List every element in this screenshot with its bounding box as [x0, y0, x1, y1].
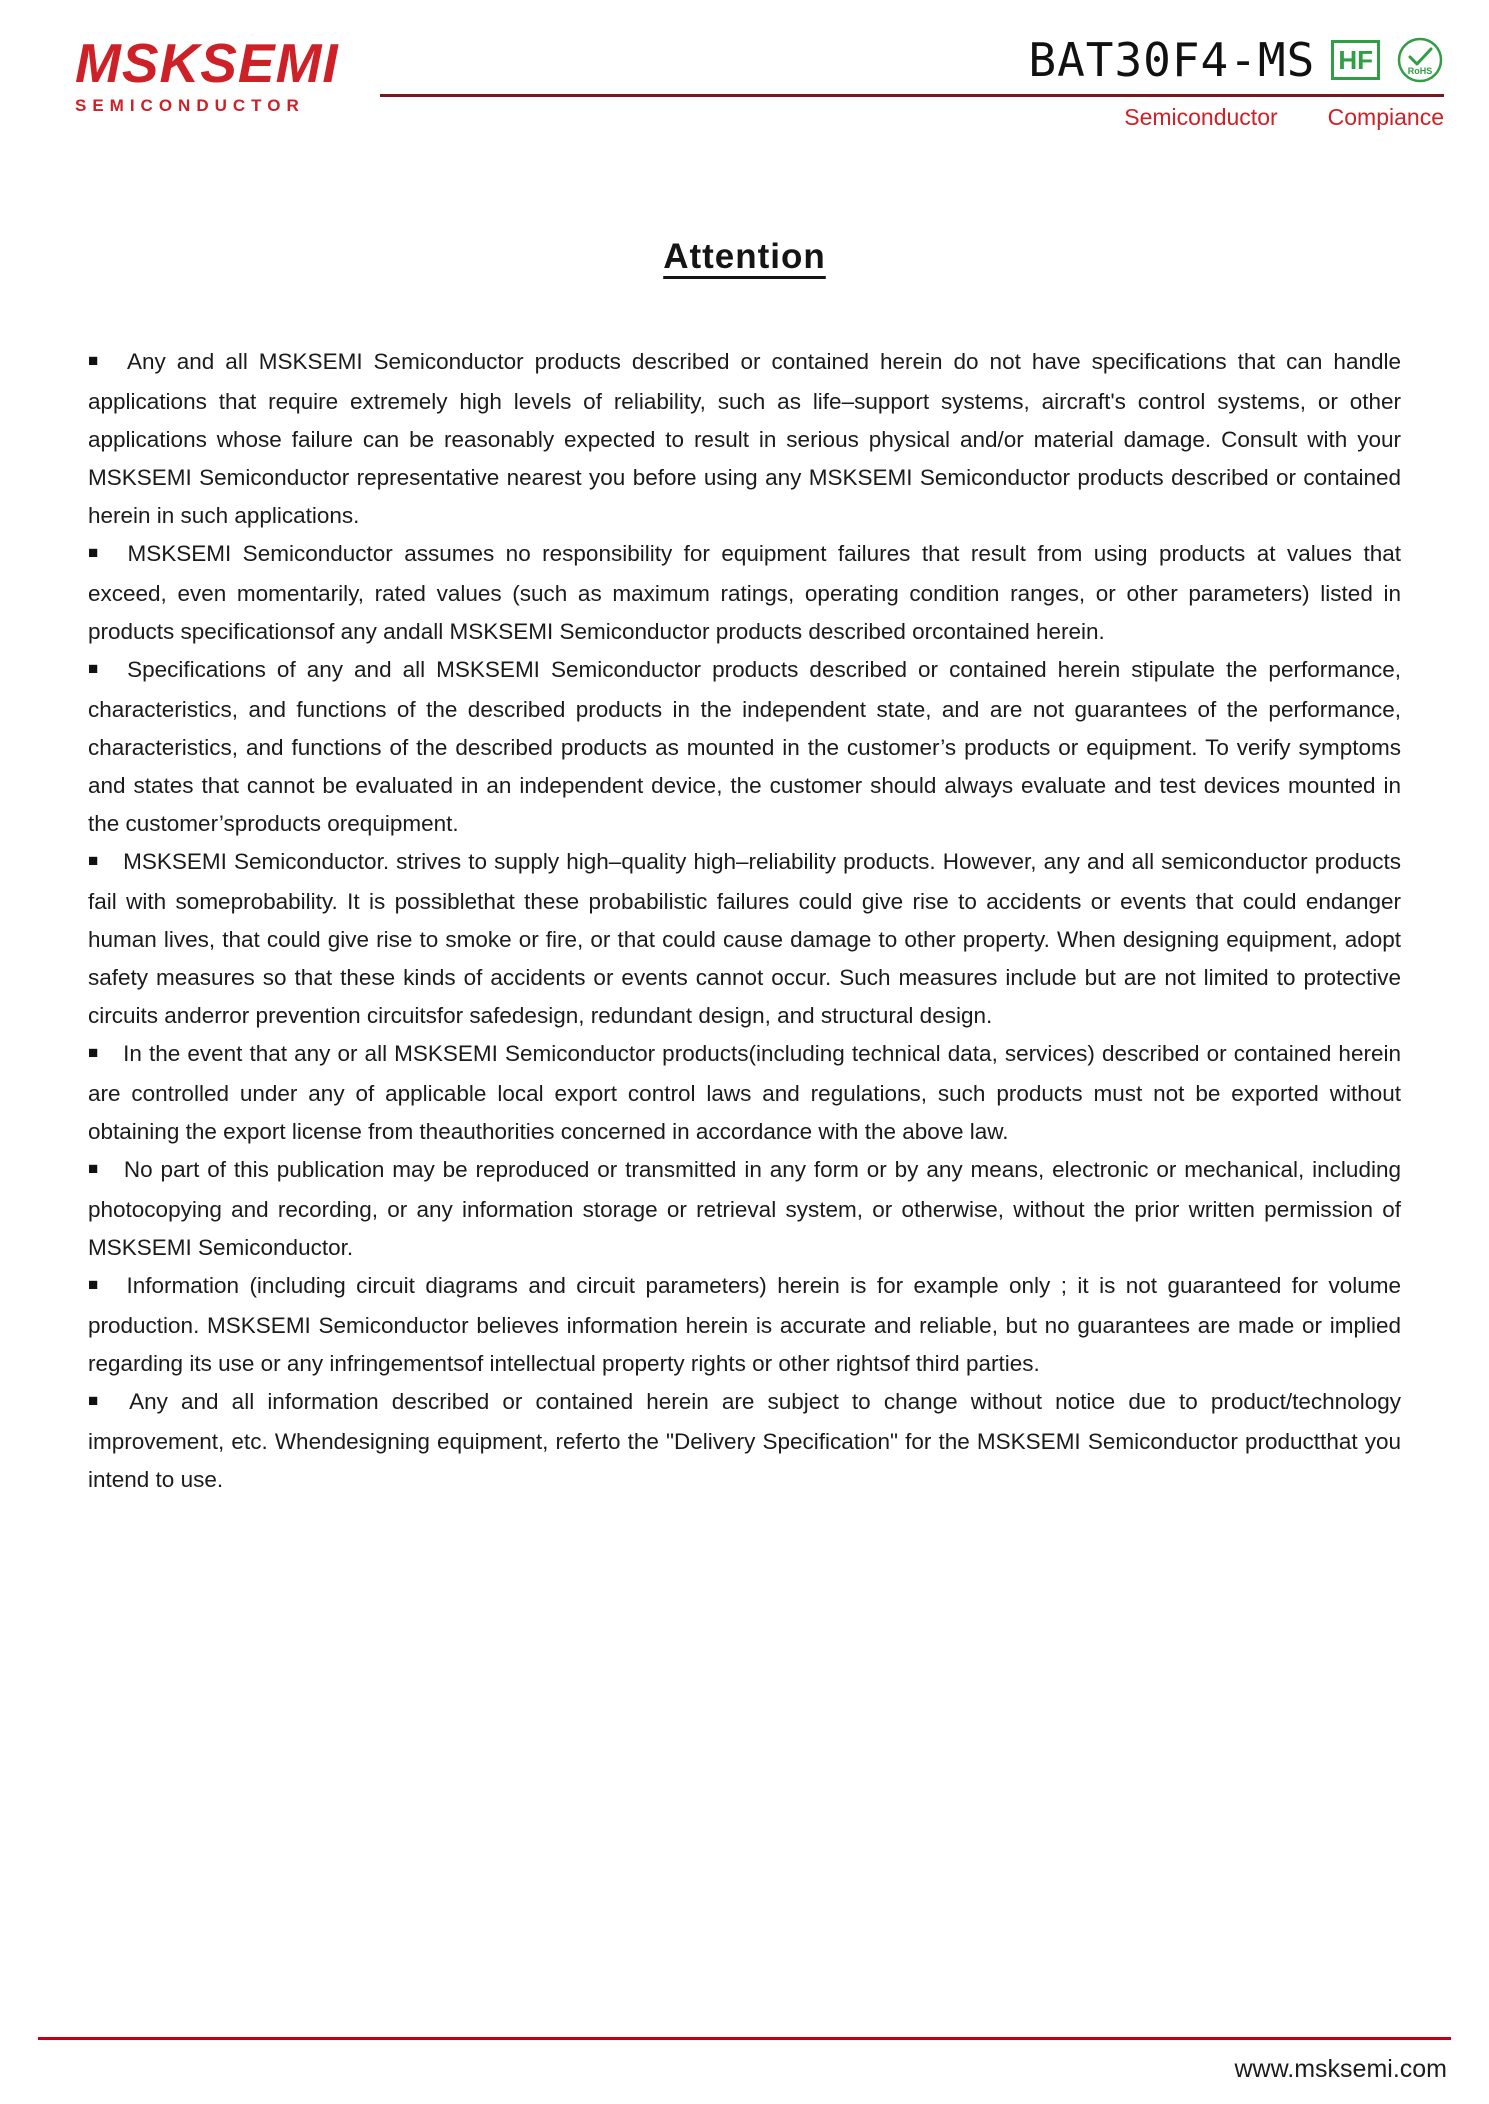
- footer-divider: [38, 2037, 1451, 2040]
- title-container: [0, 237, 1489, 277]
- attention-paragraph-5: [88, 1035, 1401, 1151]
- rohs-compliance-icon: [1396, 36, 1444, 84]
- attention-paragraph-8: [88, 1383, 1401, 1499]
- header-right: [380, 33, 1444, 131]
- attention-paragraph-7: [88, 1267, 1401, 1383]
- page-title: Attention: [663, 237, 826, 276]
- attention-paragraph-2: [88, 535, 1401, 651]
- semiconductor-label: Semiconductor: [1124, 104, 1278, 130]
- bullet-square-icon: ■: [88, 659, 104, 678]
- svg-text:RoHS: RoHS: [1407, 66, 1433, 76]
- paragraph-text: No part of this publication may be reproduced or transmitted in any form or by any means, electronic or mechanical, including photocopying and recording, or any information storage or retrieval system, or otherwise, without the prior written permission of MSKSEMI Semiconductor.: [88, 1157, 1401, 1260]
- company-logo: [75, 32, 380, 116]
- halogen-free-icon: HF: [1331, 40, 1380, 80]
- attention-paragraph-4: [88, 843, 1401, 1035]
- bullet-square-icon: ■: [88, 543, 104, 562]
- paragraph-text: Specifications of any and all MSKSEMI Semiconductor products described or contained herein stipulate the performance, characteristics, and functions of the described products in the independent state, and are not guarantees of the performance, characteristics, and functions of the described products as mounted in the customer’s products or equipment. To verify symptoms and states that cannot be evaluated in an independent device, the customer should always evaluate and test devices mounted in the customer’sproducts orequipment.: [88, 657, 1401, 836]
- attention-paragraph-6: [88, 1151, 1401, 1267]
- attention-paragraph-3: [88, 651, 1401, 843]
- part-number: BAT30F4-MS: [1028, 33, 1316, 87]
- bullet-square-icon: ■: [88, 1043, 100, 1062]
- bullet-square-icon: ■: [88, 1159, 100, 1178]
- header: [0, 0, 1489, 131]
- attention-paragraph-1: [88, 343, 1401, 535]
- paragraph-text: MSKSEMI Semiconductor. strives to supply high–quality high–reliability products. However, any and all semiconductor products fail with someprobability. It is possiblethat these probabilistic failures could give rise to accidents or events that could endanger human lives, that could give rise to smoke or fire, or that could cause damage to other property. When designing equipment, adopt safety measures so that these kinds of accidents or events cannot occur. Such measures include but are not limited to protective circuits anderror prevention circuitsfor safedesign, redundant design, and structural design.: [88, 849, 1401, 1028]
- header-divider: [380, 94, 1444, 97]
- paragraph-text: MSKSEMI Semiconductor assumes no responsibility for equipment failures that result from using products at values that exceed, even momentarily, rated values (such as maximum ratings, operating condition ranges, or other parameters) listed in products specificationsof any andall MSKSEMI Semiconductor products described orcontained herein.: [88, 541, 1401, 644]
- bullet-square-icon: ■: [88, 851, 100, 870]
- header-labels: [380, 104, 1444, 131]
- logo-subtitle: SEMICONDUCTOR: [75, 96, 305, 115]
- compliance-label: Compiance: [1327, 104, 1444, 130]
- paragraph-text: Any and all MSKSEMI Semiconductor products described or contained herein do not have specifications that can handle applications that require extremely high levels of reliability, such as life–support systems, aircraft's control systems, or other applications whose failure can be reasonably expected to result in serious physical and/or material damage. Consult with your MSKSEMI Semiconductor representative nearest you before using any MSKSEMI Semiconductor products described or contained herein in such applications.: [88, 349, 1401, 528]
- logo-title: MSKSEMI: [75, 32, 339, 94]
- part-number-row: [380, 33, 1444, 87]
- bullet-square-icon: ■: [88, 351, 104, 370]
- attention-body: [0, 277, 1489, 1499]
- website-url: www.msksemi.com: [1234, 2055, 1447, 2083]
- paragraph-text: Any and all information described or contained herein are subject to change without notice due to product/technology improvement, etc. Whendesigning equipment, referto the "Delivery Specification" for the MSKSEMI Semiconductor productthat you intend to use.: [88, 1389, 1401, 1492]
- bullet-square-icon: ■: [88, 1275, 103, 1294]
- bullet-square-icon: ■: [88, 1391, 106, 1410]
- paragraph-text: In the event that any or all MSKSEMI Semiconductor products(including technical data, services) described or contained herein are controlled under any of applicable local export control laws and regulations, such products must not be exported without obtaining the export license from theauthorities concerned in accordance with the above law.: [88, 1041, 1401, 1144]
- paragraph-text: Information (including circuit diagrams and circuit parameters) herein is for example only ; it is not guaranteed for volume production. MSKSEMI Semiconductor believes information herein is accurate and reliable, but no guarantees are made or implied regarding its use or any infringementsof intellectual property rights or other rightsof third parties.: [88, 1273, 1401, 1376]
